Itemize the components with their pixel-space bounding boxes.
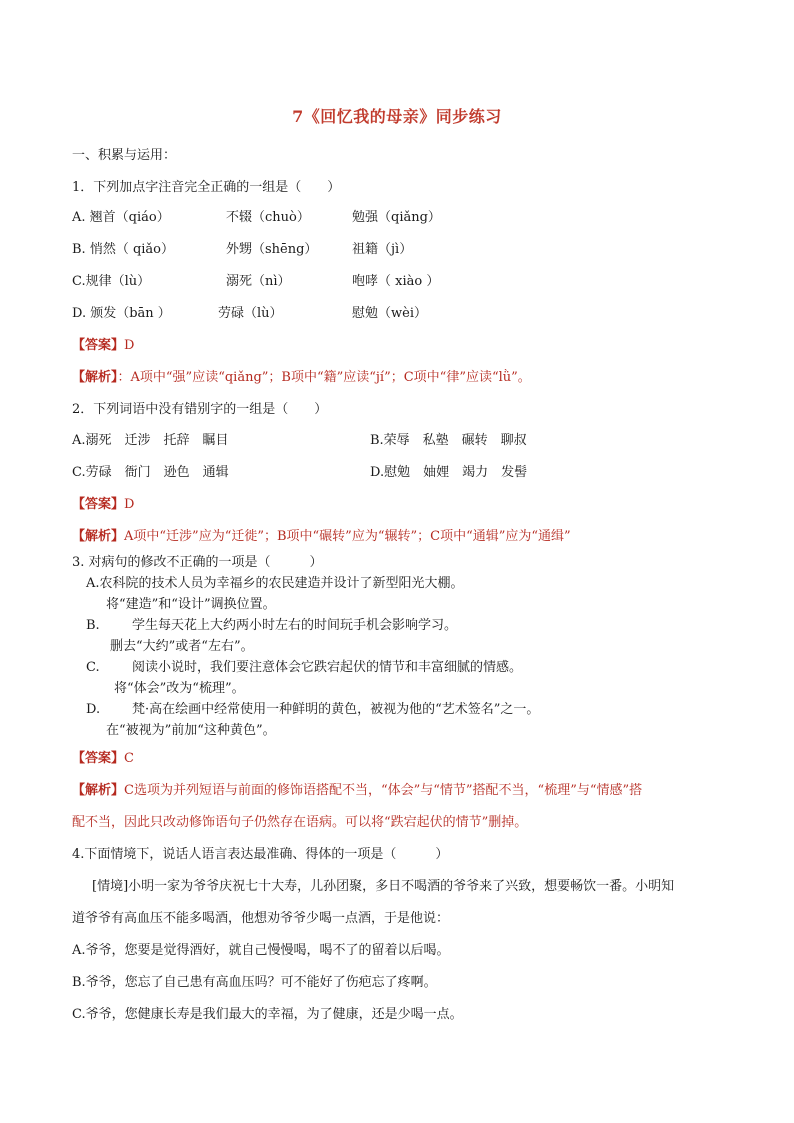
answer-tag: 【答案】 xyxy=(72,751,125,766)
q3-analysis-line-2: 配不当，因此只改动修饰语句子仍然存在语病。可以将“跌宕起伏的情节”删掉。 xyxy=(72,815,528,830)
q2-option-a: A.溺死 迁涉 托辞 瞩目 xyxy=(72,433,229,448)
analysis-tag: 【解析】 xyxy=(72,370,118,385)
q1-option-c-3: 咆哮（ xiào ） xyxy=(352,274,440,289)
q2-analysis xyxy=(72,527,571,547)
q1-answer xyxy=(72,336,134,356)
section-heading: 一、积累与运用： xyxy=(72,148,177,163)
q1-option-a-3: 勉强（qiǎng） xyxy=(352,210,441,225)
q1-analysis xyxy=(72,368,531,388)
q1-option-d-3: 慰勉（wèi） xyxy=(352,306,427,321)
q3-option-c-label: C. xyxy=(86,660,100,675)
q2-answer xyxy=(72,495,134,515)
q2-option-d: D.慰勉 妯娌 竭力 发髻 xyxy=(370,465,528,480)
q1-option-b-1: B. 悄然（ qiǎo） xyxy=(72,242,175,257)
q3-option-d-fix: 在“被视为”前加“这种黄色”。 xyxy=(106,723,276,738)
q1-option-d-1: D. 颁发（bān ） xyxy=(72,306,171,321)
q3-option-b: 学生每天花上大约两小时左右的时间玩手机会影响学习。 xyxy=(132,618,458,633)
q3-option-a-fix: 将“建造”和“设计”调换位置。 xyxy=(106,597,276,612)
q4-context-line-2: 道爷爷有高血压不能多喝酒，他想劝爷爷少喝一点酒，于是他说： xyxy=(72,911,450,926)
q3-analysis-line-1 xyxy=(72,781,642,801)
q3-option-d-label: D. xyxy=(86,702,101,717)
q4-option-a: A.爷爷，您要是觉得酒好，就自己慢慢喝，喝不了的留着以后喝。 xyxy=(72,943,450,958)
q4-option-c: C.爷爷，您健康长寿是我们最大的幸福，为了健康，还是少喝一点。 xyxy=(72,1007,463,1022)
answer-value: D xyxy=(124,497,135,512)
analysis-text: C选项为并列短语与前面的修饰语搭配不当，“体会”与“情节”搭配不当，“梳理”与“情感”搭 xyxy=(124,783,643,798)
analysis-tag: 【解析】 xyxy=(72,529,125,544)
q3-option-c-fix: 将“体会”改为“梳理”。 xyxy=(114,681,245,696)
q2-stem: 2．下列词语中没有错别字的一组是（ ） xyxy=(72,402,328,417)
q2-option-b: B.荣辱 私塾 碾转 聊叔 xyxy=(370,433,527,448)
answer-tag: 【答案】 xyxy=(72,338,125,353)
answer-tag: 【答案】 xyxy=(72,497,125,512)
q3-option-b-label: B. xyxy=(86,618,100,633)
q4-context-line-1: [情境]小明一家为爷爷庆祝七十大寿，儿孙团聚，多日不喝酒的爷爷来了兴致，想要畅饮一番。小明知 xyxy=(92,879,675,894)
q1-option-c-2: 溺死（nì） xyxy=(226,274,291,289)
q2-option-c: C.劳碌 衙门 逊色 通辑 xyxy=(72,465,229,480)
q4-option-b: B.爷爷，您忘了自己患有高血压吗？可不能好了伤疤忘了疼啊。 xyxy=(72,975,437,990)
q3-answer xyxy=(72,749,134,769)
q3-option-d: 梵·高在绘画中经常使用一种鲜明的黄色，被视为他的“艺术签名”之一。 xyxy=(132,702,540,717)
analysis-tag: 【解析】 xyxy=(72,783,125,798)
q3-option-c: 阅读小说时，我们要注意体会它跌宕起伏的情节和丰富细腻的情感。 xyxy=(132,660,523,675)
q1-option-a-2: 不辍（chuò） xyxy=(226,210,310,225)
q3-option-a: A.农科院的技术人员为幸福乡的农民建造并设计了新型阳光大棚。 xyxy=(86,576,464,591)
q1-option-a-1: A. 翘首（qiáo） xyxy=(72,210,170,225)
answer-value: C xyxy=(124,751,134,766)
q1-option-c-1: C.规律（lù） xyxy=(72,274,151,289)
analysis-text: ：A项中“强”应读“qiǎng”；B项中“籍”应读“jí”；C项中“律”应读“lǜ”。 xyxy=(117,370,531,385)
q1-stem: 1．下列加点字注音完全正确的一组是（ ） xyxy=(72,180,341,195)
q1-option-b-3: 祖籍（jì） xyxy=(352,242,413,257)
page-title: 7《回忆我的母亲》同步练习 xyxy=(292,107,502,126)
q1-option-b-2: 外甥（shēng） xyxy=(226,242,318,257)
q3-option-b-fix: 删去“大约”或者“左右”。 xyxy=(110,639,254,654)
q4-stem: 4.下面情境下，说话人语言表达最准确、得体的一项是（ ） xyxy=(72,847,449,862)
answer-value: D xyxy=(124,338,135,353)
q1-option-d-2: 劳碌（lù） xyxy=(218,306,283,321)
analysis-text: A项中“迁涉”应为“迁徙”；B项中“碾转”应为“辗转”；C项中“通辑”应为“通缉” xyxy=(124,529,571,544)
q3-stem: 3. 对病句的修改不正确的一项是（ ） xyxy=(72,555,323,570)
